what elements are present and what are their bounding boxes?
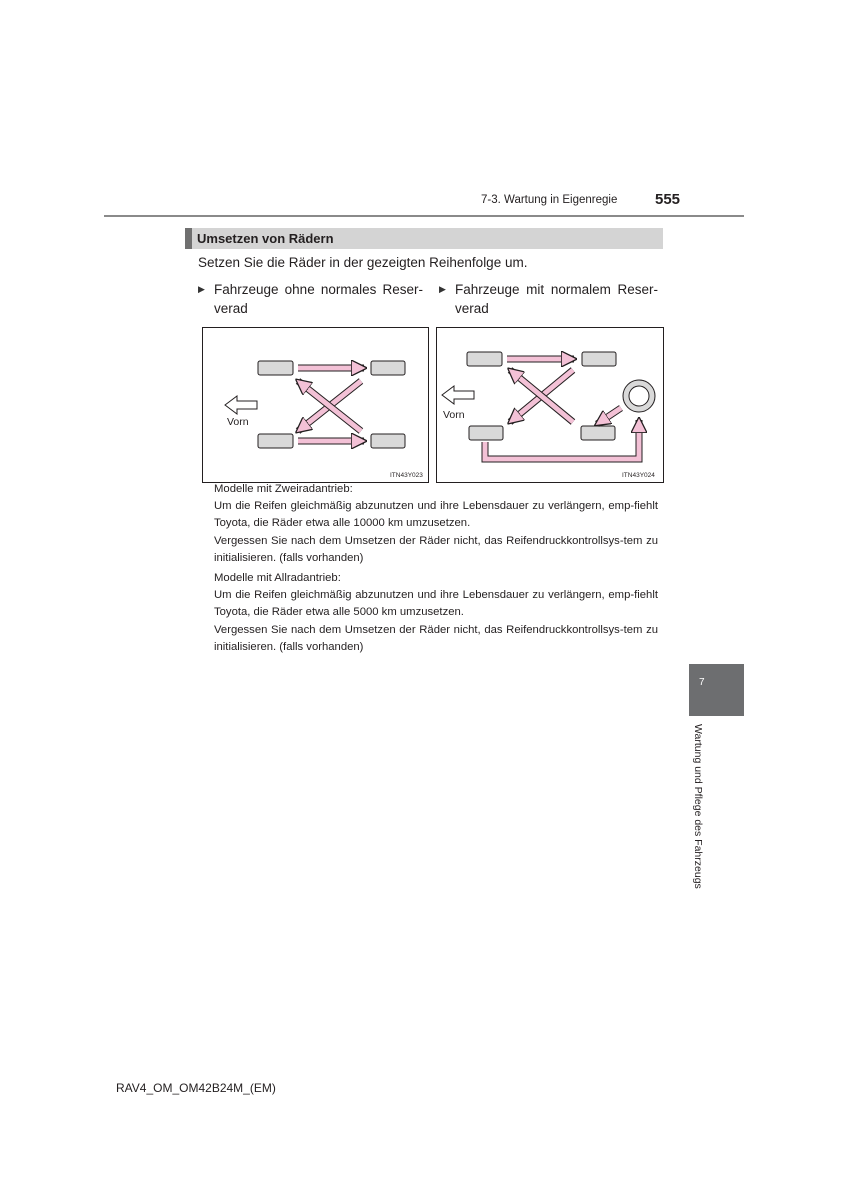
case-label-line1: Fahrzeuge ohne normales Reser- [214, 282, 423, 297]
chapter-title: Wartung und Pflege des Fahrzeugs [692, 724, 704, 889]
rotation-arrows [485, 359, 639, 459]
notes-paragraph: Vergessen Sie nach dem Umsetzen der Räder nicht, das Reifendruckkontrollsys-tem zu initialisieren. (falls vorhanden) [214, 623, 658, 653]
rear-left-tire [469, 426, 503, 440]
notes-paragraph: Vergessen Sie nach dem Umsetzen der Räder nicht, das Reifendruckkontrollsys-tem zu initialisieren. (falls vorhanden) [214, 534, 658, 564]
notes-2wd [214, 481, 658, 567]
section-title: Umsetzen von Rädern [197, 231, 334, 246]
case-label-line2: verad [214, 301, 248, 316]
front-left-tire [467, 352, 502, 366]
rear-right-tire [371, 434, 405, 448]
notes-heading: Modelle mit Allradantrieb: [214, 572, 341, 584]
triangle-bullet-icon: ▶ [198, 284, 205, 294]
front-direction-arrow-icon [225, 396, 257, 414]
section-heading-accent [185, 228, 192, 249]
front-right-tire [582, 352, 616, 366]
header-divider [104, 215, 744, 217]
figure-code: ITN43Y023 [390, 472, 423, 479]
rotation-diagram-with-spare [436, 327, 664, 483]
notes-paragraph: Um die Reifen gleichmäßig abzunutzen und ihre Lebensdauer zu verlängern, emp-fiehlt Toyota, die Räder etwa alle 5000 km umzusetzen. [214, 589, 658, 619]
chapter-number: 7 [699, 677, 705, 688]
notes-paragraph: Um die Reifen gleichmäßig abzunutzen und ihre Lebensdauer zu verlängern, emp-fiehlt Toyota, die Räder etwa alle 10000 km umzusetzen. [214, 500, 658, 530]
figure-code: ITN43Y024 [622, 472, 655, 479]
page-number: 555 [655, 191, 681, 208]
front-right-tire [371, 361, 405, 375]
case-without-spare [198, 280, 428, 318]
notes-awd [214, 570, 658, 656]
rotation-arrows [298, 368, 364, 441]
front-label: Vorn [227, 416, 249, 428]
front-left-tire [258, 361, 293, 375]
case-label-line2: verad [455, 301, 489, 316]
section-heading-bar [185, 228, 663, 249]
section-header: 7-3. Wartung in Eigenregie [481, 194, 618, 206]
case-with-spare [439, 280, 669, 318]
rotation-diagram-without-spare [202, 327, 429, 483]
chapter-tab [689, 664, 744, 716]
intro-text: Setzen Sie die Räder in der gezeigten Reihenfolge um. [198, 255, 528, 270]
case-label-line1: Fahrzeuge mit normalem Reser- [455, 282, 658, 297]
front-direction-arrow-icon [442, 386, 474, 404]
front-label: Vorn [443, 409, 465, 421]
rear-right-tire [581, 426, 615, 440]
notes-heading: Modelle mit Zweiradantrieb: [214, 483, 353, 495]
rear-left-tire [258, 434, 293, 448]
document-code: RAV4_OM_OM42B24M_(EM) [116, 1081, 276, 1095]
triangle-bullet-icon: ▶ [439, 284, 446, 294]
